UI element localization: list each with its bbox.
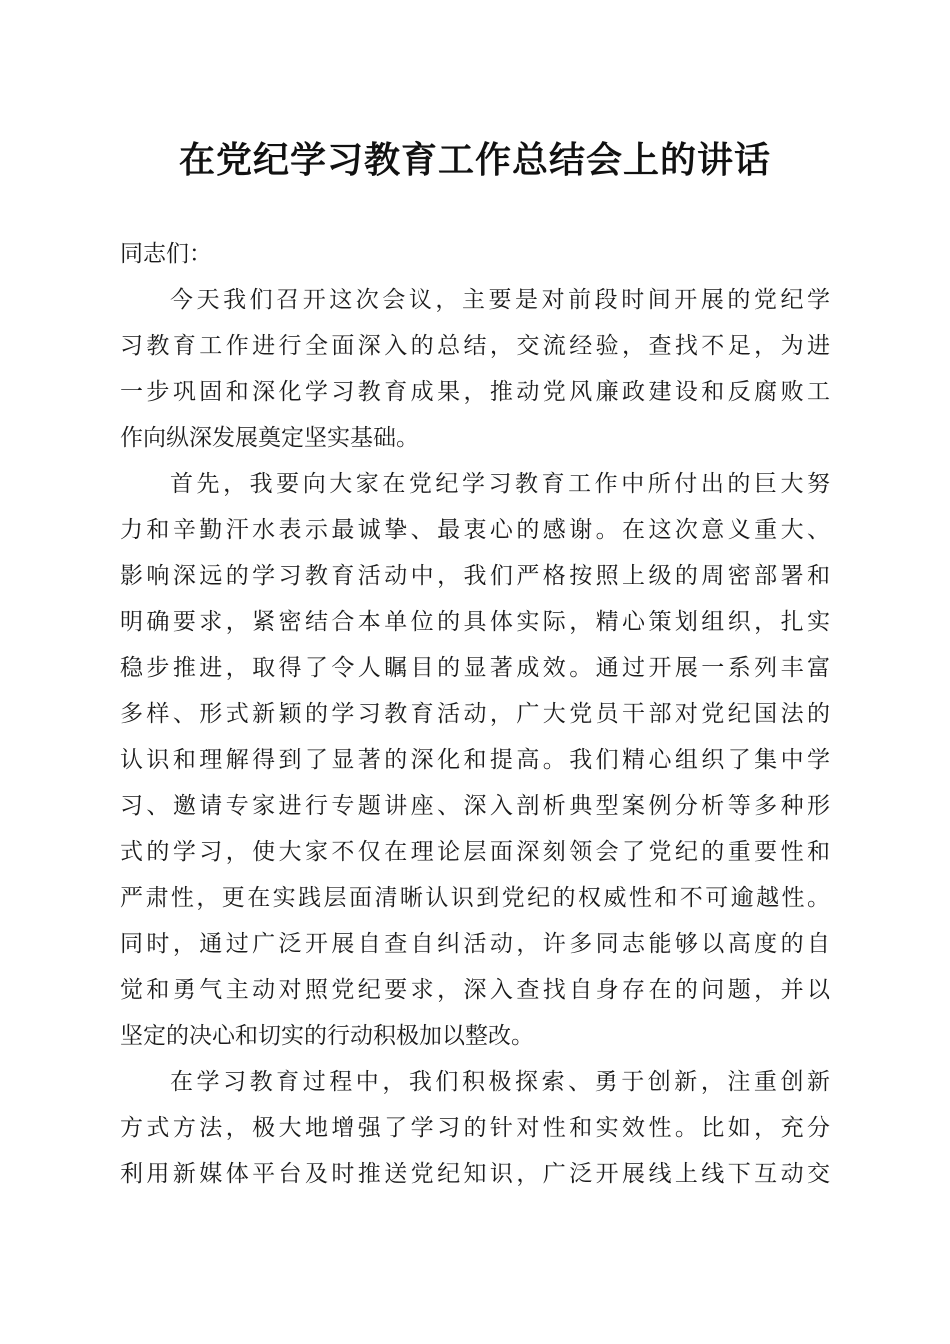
paragraph-line: 认识和理解得到了显著的深化和提高。我们精心组织了集中学 (120, 747, 830, 773)
paragraph-line: 影响深远的学习教育活动中，我们严格按照上级的周密部署和 (120, 563, 830, 589)
paragraph-line: 稳步推进，取得了令人瞩目的显著成效。通过开展一系列丰富 (120, 655, 830, 681)
paragraph-methods (120, 1059, 830, 1197)
paragraph-line: 觉和勇气主动对照党纪要求，深入查找自身存在的问题，并以 (120, 977, 830, 1003)
salutation: 同志们： (120, 241, 212, 267)
paragraph-line: 坚定的决心和切实的行动积极加以整改。 (120, 1023, 534, 1049)
paragraph-line: 力和辛勤汗水表示最诚挚、最衷心的感谢。在这次意义重大、 (120, 517, 830, 543)
document-body (120, 231, 830, 1197)
paragraph-line: 严肃性，更在实践层面清晰认识到党纪的权威性和不可逾越性。 (120, 885, 830, 911)
paragraph-line: 利用新媒体平台及时推送党纪知识，广泛开展线上线下互动交 (120, 1161, 830, 1187)
paragraph-line: 式的学习，使大家不仅在理论层面深刻领会了党纪的重要性和 (120, 839, 830, 865)
paragraph-line: 方式方法，极大地增强了学习的针对性和实效性。比如，充分 (120, 1115, 830, 1141)
paragraph-line: 今天我们召开这次会议，主要是对前段时间开展的党纪学 (170, 287, 830, 313)
paragraph-line: 习、邀请专家进行专题讲座、深入剖析典型案例分析等多种形 (120, 793, 830, 819)
paragraph-line: 一步巩固和深化学习教育成果，推动党风廉政建设和反腐败工 (120, 379, 830, 405)
paragraph-line: 明确要求，紧密结合本单位的具体实际，精心策划组织，扎实 (120, 609, 830, 635)
paragraph-line: 作向纵深发展奠定坚实基础。 (120, 425, 419, 451)
paragraph-thanks (120, 461, 830, 1059)
paragraph-line: 同时，通过广泛开展自查自纠活动，许多同志能够以高度的自 (120, 931, 830, 957)
paragraph-line: 在学习教育过程中，我们积极探索、勇于创新，注重创新 (170, 1069, 830, 1095)
paragraph-line: 首先，我要向大家在党纪学习教育工作中所付出的巨大努 (170, 471, 830, 497)
document-title: 在党纪学习教育工作总结会上的讲话 (178, 139, 771, 181)
paragraph-opening (120, 277, 830, 461)
paragraph-line: 多样、形式新颖的学习教育活动，广大党员干部对党纪国法的 (120, 701, 830, 727)
paragraph-line: 习教育工作进行全面深入的总结，交流经验，查找不足，为进 (120, 333, 830, 359)
